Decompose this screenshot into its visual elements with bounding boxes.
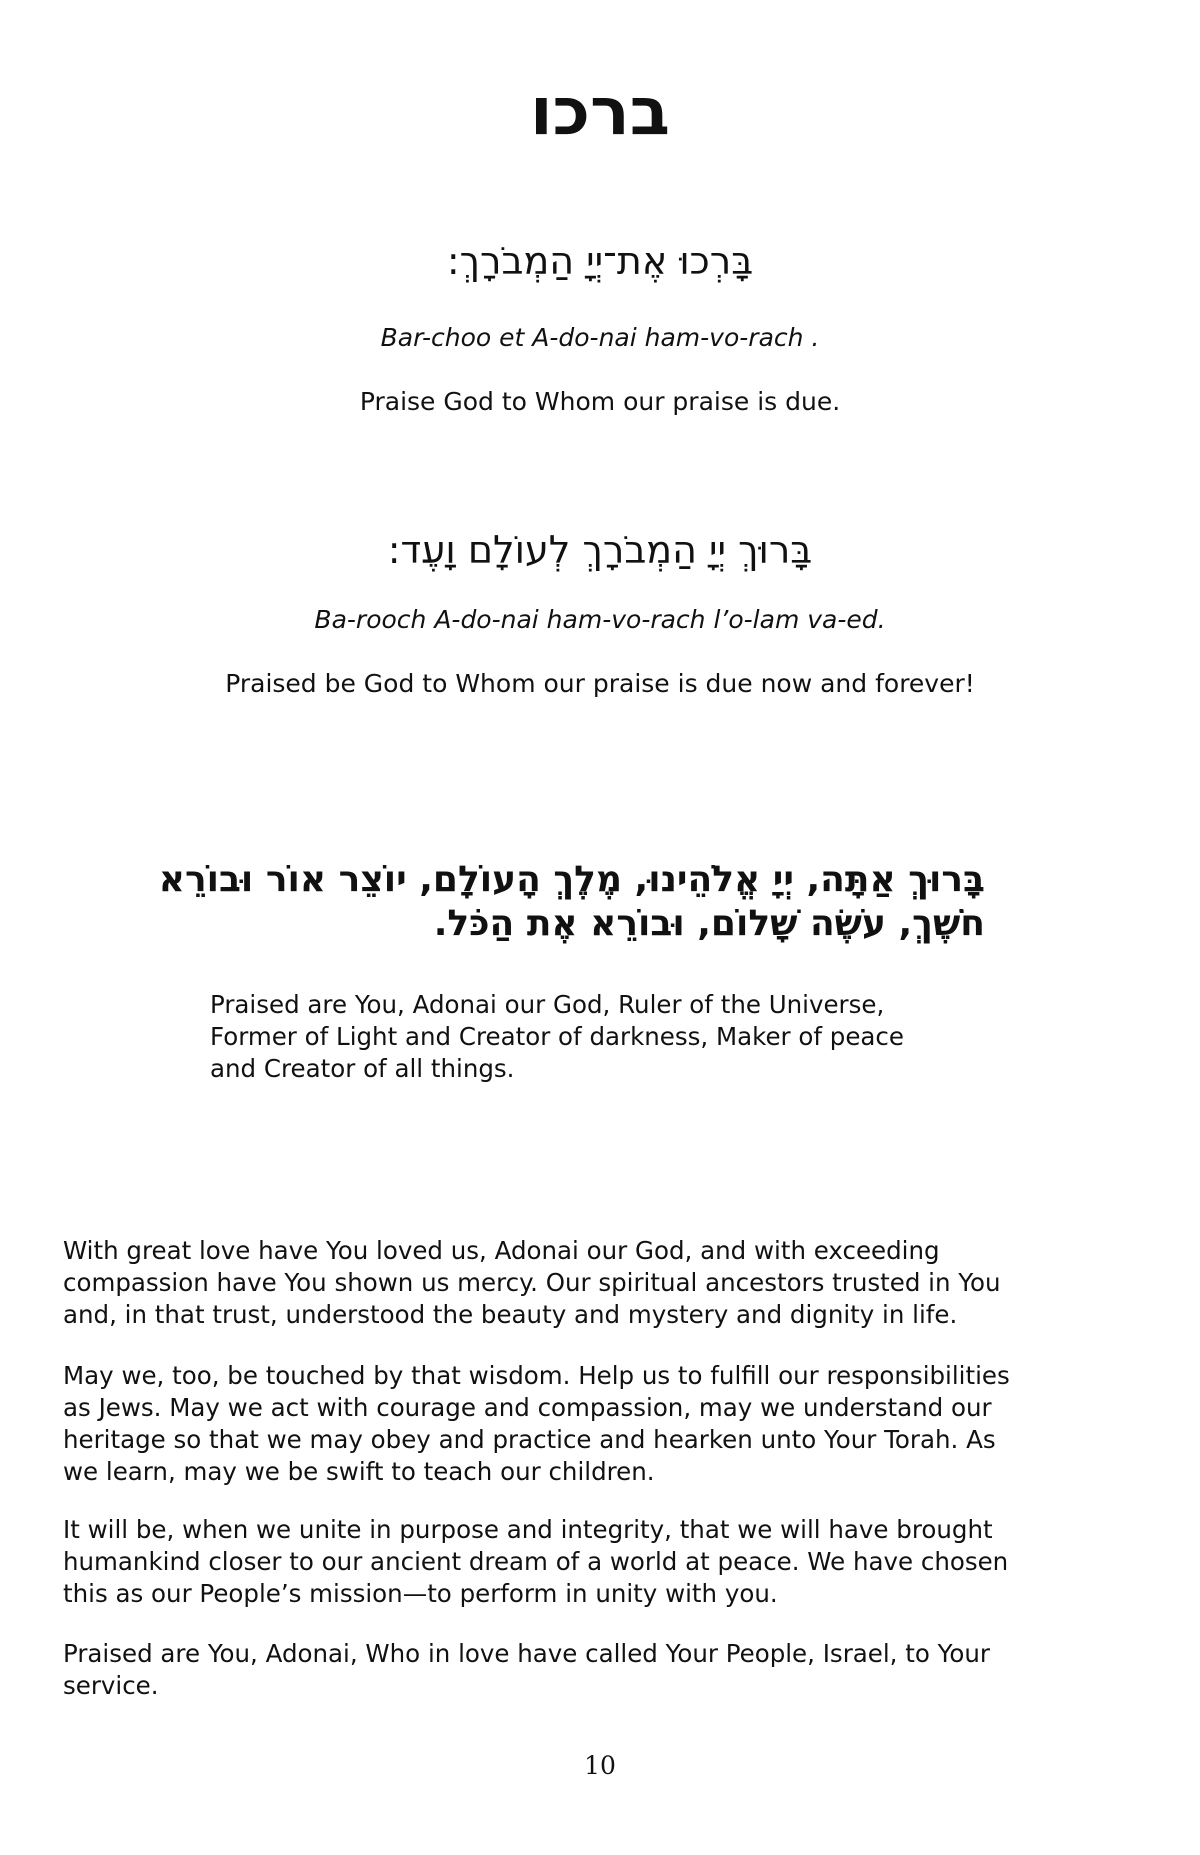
paragraph-line: as Jews. May we act with courage and compassion, may we understand our xyxy=(63,1393,992,1422)
paragraph-line: service. xyxy=(63,1671,159,1700)
paragraph-line: compassion have You shown us mercy. Our spiritual ancestors trusted in You xyxy=(63,1268,1001,1297)
paragraph-line: It will be, when we unite in purpose and integrity, that we will have brought xyxy=(63,1515,993,1544)
paragraph-line: we learn, may we be swift to teach our children. xyxy=(63,1457,655,1486)
blessing-hebrew-line: חֹשֶׁךְ, עֹשֶׂה שָׁלוֹם, וּבוֹרֵא אֶת הַכֹּל. xyxy=(433,903,985,944)
paragraph-great-love xyxy=(63,1235,1143,1331)
paragraph-line: heritage so that we may obey and practice and hearken unto Your Torah. As xyxy=(63,1425,996,1454)
page-number: 10 xyxy=(584,1751,616,1780)
blessing-translation xyxy=(210,989,1010,1085)
page-title: ברכו xyxy=(529,73,671,150)
blessing-translation-line: and Creator of all things. xyxy=(210,1054,515,1083)
paragraph-line: and, in that trust, understood the beauty and mystery and dignity in life. xyxy=(63,1300,958,1329)
verse1-hebrew: בָּרְכוּ אֶת־יְיָ הַמְבֹרָךְ: xyxy=(446,239,754,283)
paragraph-line: May we, too, be touched by that wisdom. Help us to fulfill our responsibilities xyxy=(63,1361,1010,1390)
verse2-transliteration: Ba-rooch A-do-nai ham-vo-rach l’o-lam va-ed. xyxy=(314,605,886,634)
blessing-translation-line: Praised are You, Adonai our God, Ruler of the Universe, xyxy=(210,990,885,1019)
verse1-translation: Praise God to Whom our praise is due. xyxy=(359,387,841,416)
paragraph-closing-blessing xyxy=(63,1638,1143,1702)
blessing-translation-line: Former of Light and Creator of darkness, Maker of peace xyxy=(210,1022,904,1051)
paragraph-line: Praised are You, Adonai, Who in love have called Your People, Israel, to Your xyxy=(63,1639,990,1668)
blessing-hebrew-line: בָּרוּךְ אַתָּה, יְיָ אֱלֹהֵינוּ, מֶלֶךְ הָעוֹלָם, יוֹצֵר אוֹר וּבוֹרֵא xyxy=(158,859,985,900)
verse2-hebrew: בָּרוּךְ יְיָ הַמְבֹרָךְ לְעוֹלָם וָעֶד: xyxy=(387,528,813,572)
paragraph-line: With great love have You loved us, Adonai our God, and with exceeding xyxy=(63,1236,940,1265)
paragraph-wisdom xyxy=(63,1360,1143,1488)
verse1-transliteration: Bar-choo et A-do-nai ham-vo-rach . xyxy=(380,323,820,352)
paragraph-line: humankind closer to our ancient dream of a world at peace. We have chosen xyxy=(63,1547,1009,1576)
verse2-translation: Praised be God to Whom our praise is due now and forever! xyxy=(225,669,975,698)
paragraph-line: this as our People’s mission—to perform in unity with you. xyxy=(63,1579,778,1608)
blessing-hebrew xyxy=(158,858,985,946)
paragraph-unity xyxy=(63,1514,1143,1610)
